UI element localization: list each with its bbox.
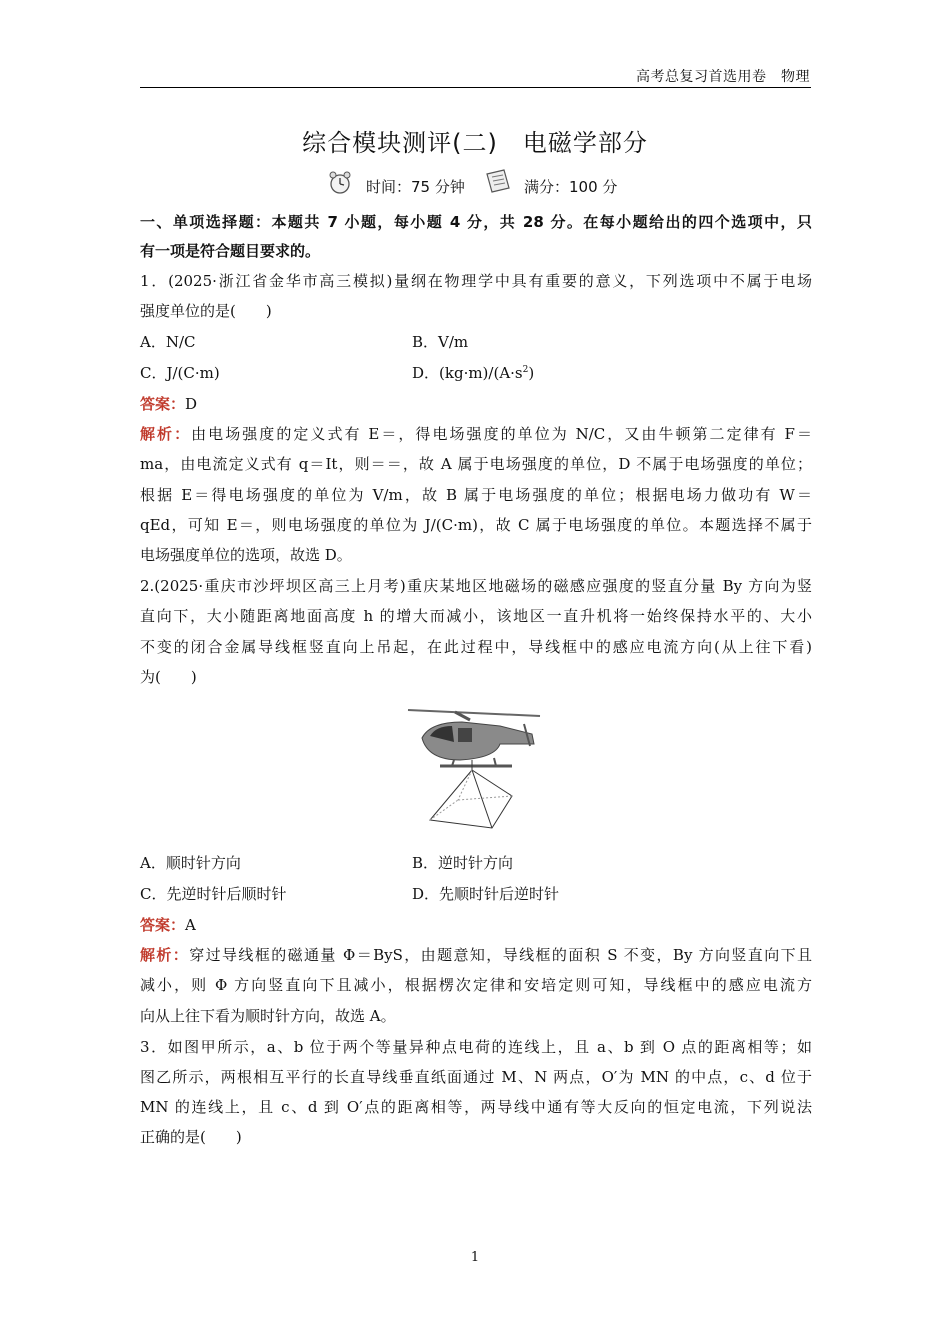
q1-analysis-line5: 电场强度单位的选项，故选 D。: [140, 546, 352, 564]
q3-stem-line2: 图乙所示，两根相互平行的长直导线垂直纸面通过 M、N 两点，O′为 MN 的中点，c、d 位于: [140, 1068, 812, 1086]
q2-option-b: B．逆时针方向: [412, 854, 514, 872]
page-title: 综合模块测评(二) 电磁学部分: [302, 129, 648, 157]
q2-stem-line4: 为( ): [140, 668, 197, 686]
q2-analysis-line1: 解析：穿过导线框的磁通量 Φ＝ByS，由题意知，导线框的面积 S 不变，By 方向竖直向下且: [140, 946, 812, 964]
q3-stem-line1: 3．如图甲所示，a、b 位于两个等量异种点电荷的连线上，且 a、b 到 O 点的距离相等；如: [140, 1038, 812, 1056]
header-rule: [140, 87, 811, 88]
q3-stem-line3: MN 的连线上，且 c、d 到 O′点的距离相等，两导线中通有等大反向的恒定电流，下列说法: [140, 1098, 812, 1116]
page-number: 1: [470, 1250, 480, 1265]
q2-analysis-line3: 向从上往下看为顺时针方向，故选 A。: [140, 1007, 396, 1025]
q2-analysis-line2: 减小，则 Φ 方向竖直向下且减小，根据楞次定律和安培定则可知，导线框中的感应电流方: [140, 976, 812, 994]
q1-option-c: C．J/(C·m): [140, 364, 220, 382]
q1-option-d: D．$(kg\cdot m)/(A\cdot s^2)$: [412, 364, 535, 382]
q2-option-d: D．先顺时针后逆时针: [412, 885, 560, 903]
q1-option-b: B．V/m: [412, 333, 469, 351]
q1-stem-line1: 1．(2025·浙江省金华市高三模拟)量纲在物理学中具有重要的意义，下列选项中不属于电场: [140, 272, 812, 290]
section-heading-line1: 一、单项选择题：本题共 7 小题，每小题 4 分，共 28 分。在每小题给出的四个选项中，只: [140, 213, 812, 231]
q1-option-a: A．N/C: [140, 333, 196, 351]
q3-stem-line4: 正确的是( ): [140, 1128, 242, 1146]
running-header: 高考总复习首选用卷 物理: [636, 69, 810, 85]
q1-analysis-line4: qEd，可知 E＝，则电场强度的单位为 J/(C·m)，故 C 属于电场强度的单位。本题选择不属于: [140, 516, 812, 534]
time-limit: 时间：75 分钟: [366, 178, 465, 196]
q2-stem-line3: 不变的闭合金属导线框竖直向上吊起，在此过程中，导线框中的感应电流方向(从上往下看): [140, 638, 812, 656]
q2-stem-line2: 直向下，大小随距离地面高度 h 的增大而减小，该地区一直升机将一始终保持水平的、大小: [140, 607, 812, 625]
q2-answer: 答案：A: [140, 916, 196, 934]
q2-stem-line1: 2.(2025·重庆市沙坪坝区高三上月考)重庆某地区地磁场的磁感应强度的竖直分量 By 方向为竖: [140, 577, 812, 595]
q2-option-a: A．顺时针方向: [140, 854, 241, 872]
helicopter-figure: [400, 700, 550, 835]
full-score: 满分：100 分: [524, 178, 618, 196]
paper-icon: [484, 168, 512, 194]
q2-option-c: C．先逆时针后顺时针: [140, 885, 287, 903]
q1-answer: 答案：D: [140, 395, 198, 413]
q1-stem-line2: 强度单位的是( ): [140, 302, 272, 320]
q1-analysis-line2: ma，由电流定义式有 q＝It，则＝＝，故 A 属于电场强度的单位，D 不属于电场强度的单位；: [140, 455, 812, 473]
q1-analysis-line1: 解析：由电场强度的定义式有 E＝，得电场强度的单位为 N/C，又由牛顿第二定律有 F＝: [140, 425, 812, 443]
section-heading-line2: 有一项是符合题目要求的。: [140, 242, 321, 260]
alarm-clock-icon: [328, 170, 352, 196]
q1-analysis-line3: 根据 E＝得电场强度的单位为 V/m，故 B 属于电场强度的单位；根据电场力做功有 W＝: [140, 486, 812, 504]
